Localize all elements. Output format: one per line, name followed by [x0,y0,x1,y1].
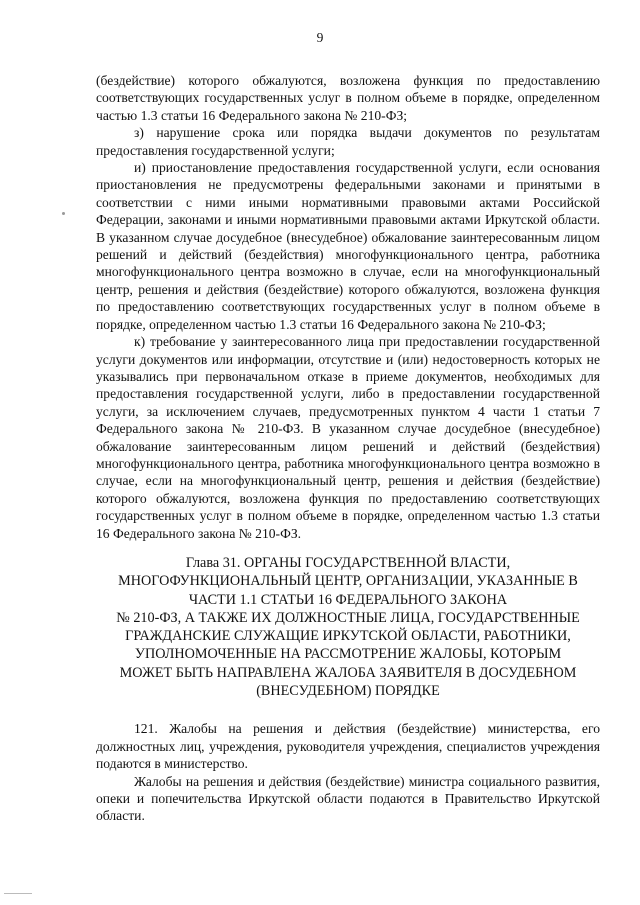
paragraph-121: 121. Жалобы на решения и действия (бездействие) министерства, его должностных лиц, учреждения, руководителя учреждения, специалистов учреждения подаются в министерство. [96,721,600,772]
chapter-heading-line: ГРАЖДАНСКИЕ СЛУЖАЩИЕ ИРКУТСКОЙ ОБЛАСТИ, РАБОТНИКИ, [125,628,571,645]
chapter-heading-line: МНОГОФУНКЦИОНАЛЬНЫЙ ЦЕНТР, ОРГАНИЗАЦИИ, УКАЗАННЫЕ В [118,573,578,590]
chapter-heading-line: УПОЛНОМОЧЕННЫЕ НА РАССМОТРЕНИЕ ЖАЛОБЫ, КОТОРЫМ [134,646,562,663]
chapter-heading-line: Глава 31. ОРГАНЫ ГОСУДАРСТВЕННОЙ ВЛАСТИ, [185,554,511,571]
edge-mark [4,893,32,894]
paragraph-continuation: (бездействие) которого обжалуются, возложена функция по предоставлению соответствующих государственных услуг в полном объеме в порядке, определенном частью 1.3 статьи 16 Федерального закона № 210-ФЗ; [96,73,600,123]
chapter-heading [96,554,600,700]
paragraph-item-i: и) приостановление предоставления государственной услуги, если основания приостановления не предусмотрены федеральными законами и принятыми в соответствии с ними иными нормативными правовыми актами Российской Федерации, законами и иными нормативными правовыми актами Иркутской области. В указанном случае досудебное (внесудебное) обжалование заинтересованным лицом решений и действий (бездействия) многофункционального центра, работника многофункционального центра возможно в случае, если на многофункциональный центр, решения и действия (бездействие) которого обжалуются, возложена функция по предоставлению соответствующих государственных услуг в полном объеме в порядке, определенном частью 1.3 статьи 16 Федерального закона № 210-ФЗ; [96,160,600,332]
page-number: 9 [316,30,324,45]
paragraph-item-z: з) нарушение срока или порядка выдачи документов по результатам предоставления государственной услуги; [96,125,600,158]
document-body [96,72,600,825]
chapter-heading-line: № 210-ФЗ, А ТАКЖЕ ИХ ДОЛЖНОСТНЫЕ ЛИЦА, ГОСУДАРСТВЕННЫЕ [116,609,580,626]
paragraph-item-k: к) требование у заинтересованного лица при предоставлении государственной услуги документов или информации, отсутствие и (или) недостоверность которых не указывались при первоначальном отказе в приеме документов, необходимых для предоставления государственной услуги, либо в предоставлении государственной услуги, за исключением случаев, предусмотренных пунктом 4 части 1 статьи 7 Федерального закона № 210-ФЗ. В указанном случае досудебное (внесудебное) обжалование заинтересованным лицом решений и действий (бездействия) многофункционального центра, работника многофункционального центра возможно в случае, если на многофункциональный центр, решения и действия (бездействие) которого обжалуются, возложена функция по предоставлению соответствующих государственных услуг в полном объеме в порядке, определенном частью 1.3 статьи 16 Федерального закона № 210-ФЗ. [96,334,600,541]
paragraph-minister-complaints: Жалобы на решения и действия (бездействие) министра социального развития, опеки и попечительства Иркутской области подаются в Правительство Иркутской области. [96,773,600,824]
chapter-heading-line: ЧАСТИ 1.1 СТАТЬИ 16 ФЕДЕРАЛЬНОГО ЗАКОНА [188,591,508,608]
chapter-heading-line: МОЖЕТ БЫТЬ НАПРАВЛЕНА ЖАЛОБА ЗАЯВИТЕЛЯ В ДОСУДЕБНОМ [119,664,577,681]
margin-mark [62,212,65,215]
chapter-heading-line: (ВНЕСУДЕБНОМ) ПОРЯДКЕ [256,683,440,700]
